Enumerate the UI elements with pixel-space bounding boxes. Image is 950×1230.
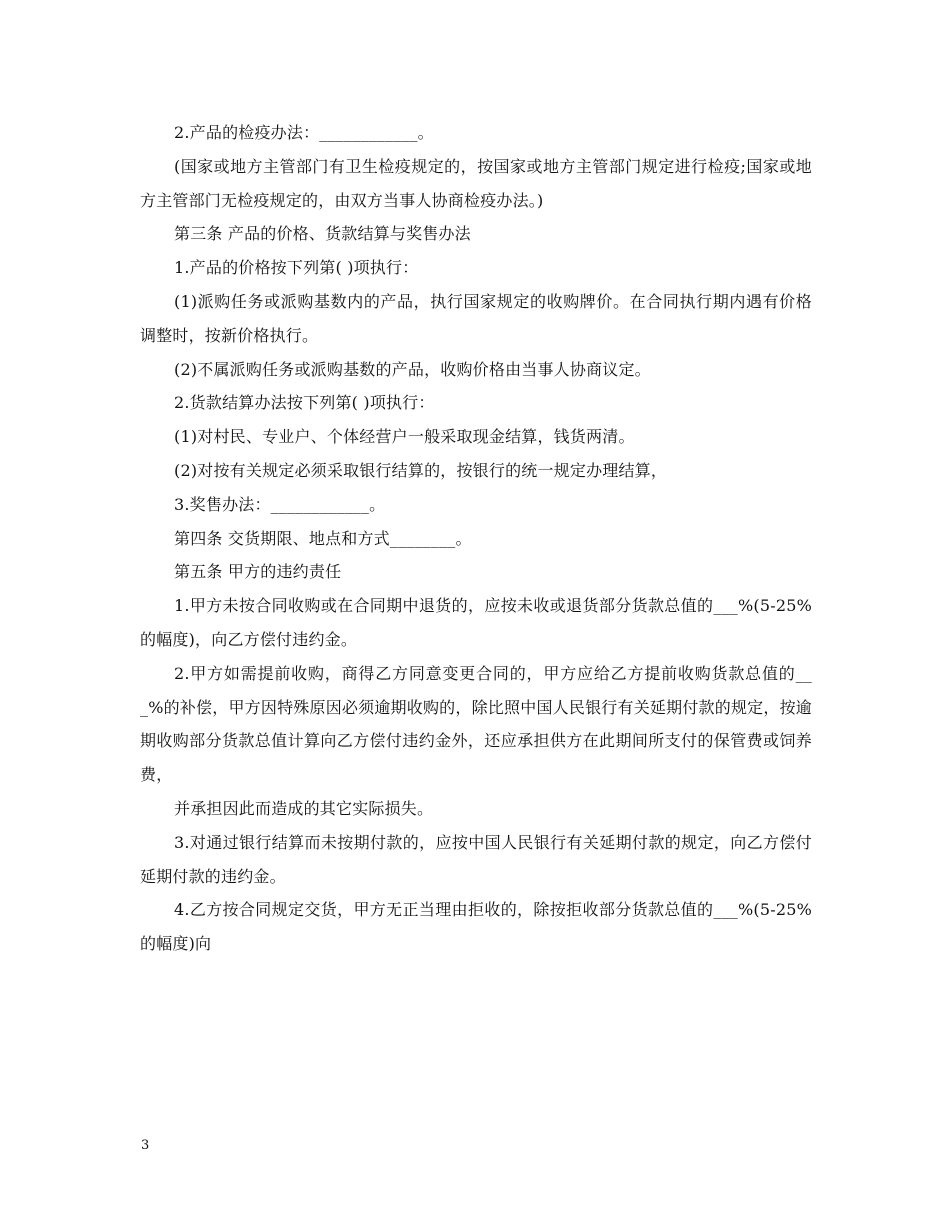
paragraph-liability-2: 2.甲方如需提前收购，商得乙方同意变更合同的，甲方应给乙方提前收购货款总值的___%的补偿，甲方因特殊原因必须逾期收购的，除比照中国人民银行有关延期付款的规定，按逾期收购部分货款总值计算向乙方偿付违约金外，还应承担供方在此期间所支付的保管费或饲养费， [140,663,812,785]
paragraph-price-option-2: (2)不属派购任务或派购基数的产品，收购价格由当事人协商议定。 [174,359,651,379]
paragraph-liability-4: 4.乙方按合同规定交货，甲方无正当理由拒收的，除按拒收部分货款总值的___%(5-25%的幅度)向 [140,900,812,954]
heading-article-5: 第五条 甲方的违约责任 [174,562,342,582]
paragraph-reward-method: 3.奖售办法：____________。 [174,494,386,514]
document-body [140,116,812,961]
paragraph-liability-3: 3.对通过银行结算而未按期付款的，应按中国人民银行有关延期付款的规定，向乙方偿付延期付款的违约金。 [140,832,812,886]
paragraph-settlement-option-1: (1)对村民、专业户、个体经营户一般采取现金结算，钱货两清。 [174,427,635,447]
paragraph-liability-1: 1.甲方未按合同收购或在合同期中退货的，应按未收或退货部分货款总值的___%(5-25%的幅度)，向乙方偿付违约金。 [140,596,812,649]
heading-article-3: 第三条 产品的价格、货款结算与奖售办法 [174,224,471,244]
paragraph-price-rule: 1.产品的价格按下列第( )项执行： [174,258,419,278]
paragraph-settlement-rule: 2.货款结算办法按下列第( )项执行： [174,393,435,413]
paragraph-quarantine-note: (国家或地方主管部门有卫生检疫规定的，按国家或地方主管部门规定进行检疫;国家或地方主管部门无检疫规定的，由双方当事人协商检疫办法。) [140,156,812,210]
page-number: 3 [141,1138,150,1153]
paragraph-settlement-option-2: (2)对按有关规定必须采取银行结算的，按银行的统一规定办理结算， [174,460,668,480]
heading-article-4: 第四条 交货期限、地点和方式________。 [174,528,472,548]
paragraph-liability-2-continued: 并承担因此而造成的其它实际损失。 [174,798,434,818]
paragraph-quarantine-method: 2.产品的检疫办法：____________。 [174,123,434,142]
paragraph-price-option-1: (1)派购任务或派购基数内的产品，执行国家规定的收购牌价。在合同执行期内遇有价格调整时，按新价格执行。 [140,291,812,345]
